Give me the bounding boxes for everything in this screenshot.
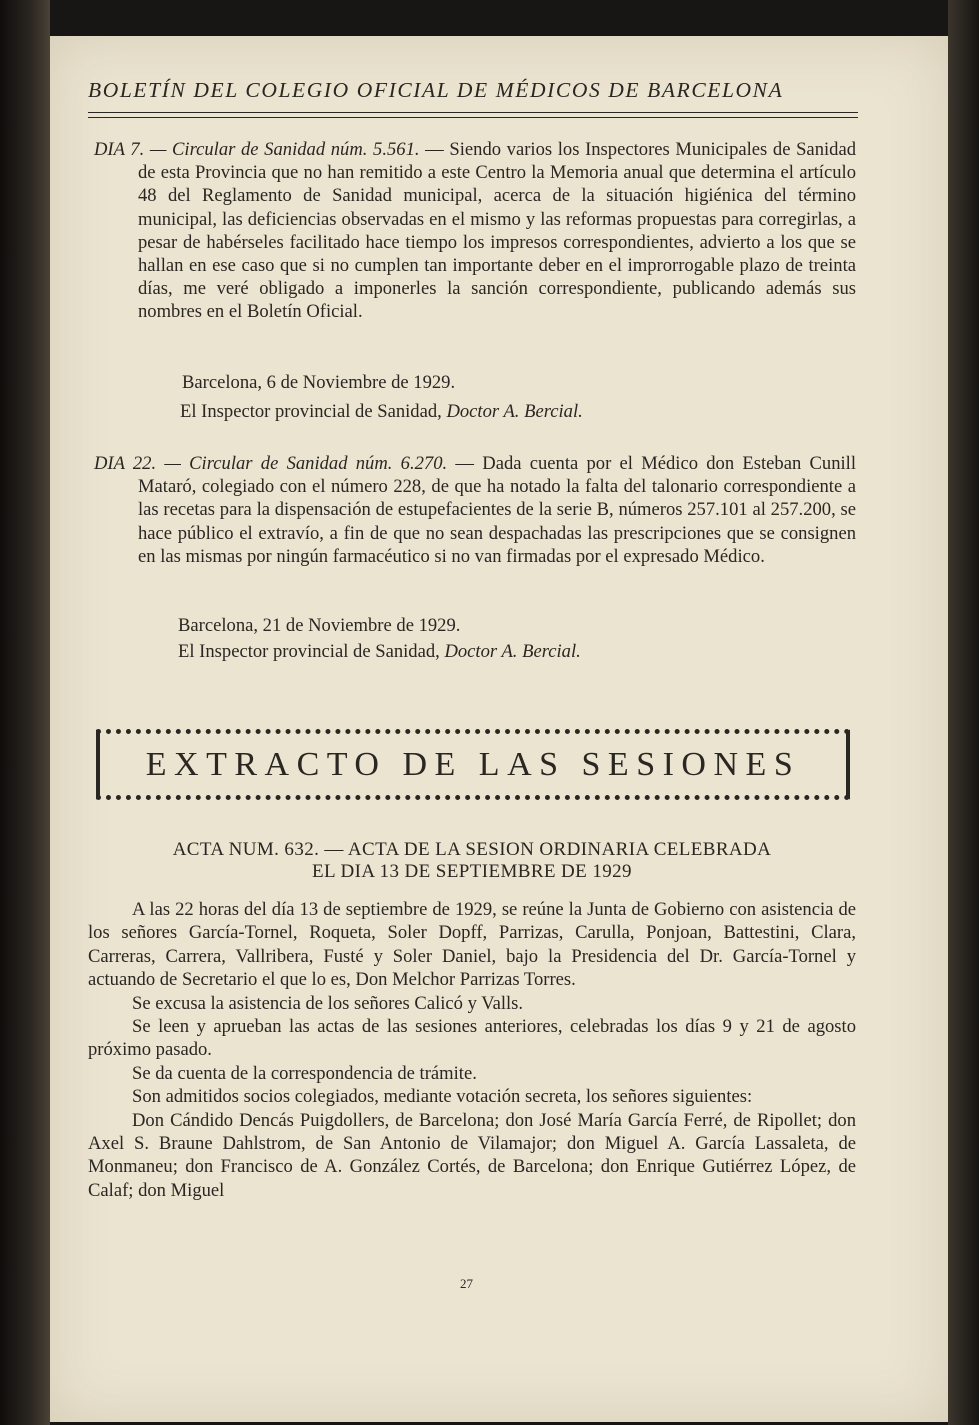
- book-binding-right: [948, 0, 979, 1425]
- circular-1-date: Barcelona, 6 de Noviembre de 1929.: [182, 372, 456, 393]
- circular-1-signer: El Inspector provincial de Sanidad,: [180, 401, 442, 422]
- acta-body: [88, 898, 856, 1202]
- circular-1: [94, 138, 856, 324]
- acta-paragraph: A las 22 horas del día 13 de septiembre de 1929, se reúne la Junta de Gobierno con asistencia de los señores García-Tornel, Roqueta, Soler Dopff, Parrizas, Carulla, Ponjoan, Battestini, Clara, Carreras, Carrera, Vallribera, Fusté y Soler Daniel, bajo la Presidencia del Dr. García-Tornel y actuando de Secretario el que lo es, Don Melchor Parrizas Torres.: [88, 899, 856, 991]
- book-binding-left: [0, 0, 50, 1425]
- header-rule: [88, 112, 858, 113]
- page-number: 27: [460, 1276, 473, 1291]
- circular-2-signature: [178, 640, 581, 663]
- section-title-box: [96, 729, 850, 800]
- running-header: BOLETÍN DEL COLEGIO OFICIAL DE MÉDICOS DE BARCELONA: [88, 78, 784, 102]
- section-title: EXTRACTO DE LAS SESIONES: [145, 746, 801, 783]
- acta-paragraph: Se excusa la asistencia de los señores Calicó y Valls.: [132, 992, 524, 1014]
- acta-paragraph: Se leen y aprueban las actas de las sesiones anteriores, celebradas los días 9 y 21 de agosto próximo pasado.: [88, 1016, 856, 1061]
- acta-paragraph: Don Cándido Dencás Puigdollers, de Barcelona; don José María García Ferré, de Ripollet; don Axel S. Braune Dahlstrom, de San Antonio de Vilamajor; don Miguel A. García Lassaleta, de Monmaneu; don Francisco de A. González Cortés, de Barcelona; don Enrique Gutiérrez López, de Calaf; don Miguel: [88, 1109, 856, 1201]
- circular-1-signer-name: Doctor A. Bercial.: [446, 401, 583, 422]
- circular-1-lead: DIA 7. — Circular de Sanidad núm. 5.561.: [94, 139, 420, 160]
- circular-2-date: Barcelona, 21 de Noviembre de 1929.: [178, 615, 461, 636]
- circular-1-signature: [180, 400, 583, 423]
- acta-paragraph: Son admitidos socios colegiados, mediante votación secreta, los señores siguientes:: [132, 1086, 753, 1108]
- circular-2-lead: DIA 22. — Circular de Sanidad núm. 6.270.: [94, 453, 448, 474]
- circular-2: [94, 452, 856, 568]
- circular-2-text: — Dada cuenta por el Médico don Esteban Cunill Mataró, colegiado con el número 228, de que ha notado la falta del talonario correspondiente a las recetas para la dispensación de estupefacientes de la serie B, números 257.101 al 257.200, se hace público el extravío, a fin de que no sean despachadas las prescripciones que se consignen en las mismas por ningún farmacéutico si no van firmadas por el expresado Médico.: [138, 453, 856, 567]
- circular-1-text: — Siendo varios los Inspectores Municipales de Sanidad de esta Provincia que no han remitido a este Centro la Memoria anual que determina el artículo 48 del Reglamento de Sanidad municipal, acerca de la situación higiénica del término municipal, las deficiencias observadas en el mismo y las reformas propuestas para corregirlas, a pesar de habérseles facilitado hace tiempo los impresos correspondientes, advierto a los que se hallan en ese caso que si no cumplen tan importante deber en el improrrogable plazo de treinta días, me veré obligado a imponerles la sanción correspondiente, publicando además sus nombres en el Boletín Oficial.: [138, 139, 856, 323]
- acta-heading: [88, 839, 856, 883]
- acta-paragraph: Se da cuenta de la correspondencia de trámite.: [132, 1062, 477, 1084]
- acta-heading-line-1: ACTA NUM. 632. — ACTA DE LA SESION ORDINARIA CELEBRADA: [172, 839, 772, 860]
- acta-heading-line-2: EL DIA 13 DE SEPTIEMBRE DE 1929: [312, 861, 632, 882]
- circular-2-signer-name: Doctor A. Bercial.: [444, 641, 581, 662]
- circular-2-signer: El Inspector provincial de Sanidad,: [178, 641, 440, 662]
- header-rule-thin: [88, 117, 858, 118]
